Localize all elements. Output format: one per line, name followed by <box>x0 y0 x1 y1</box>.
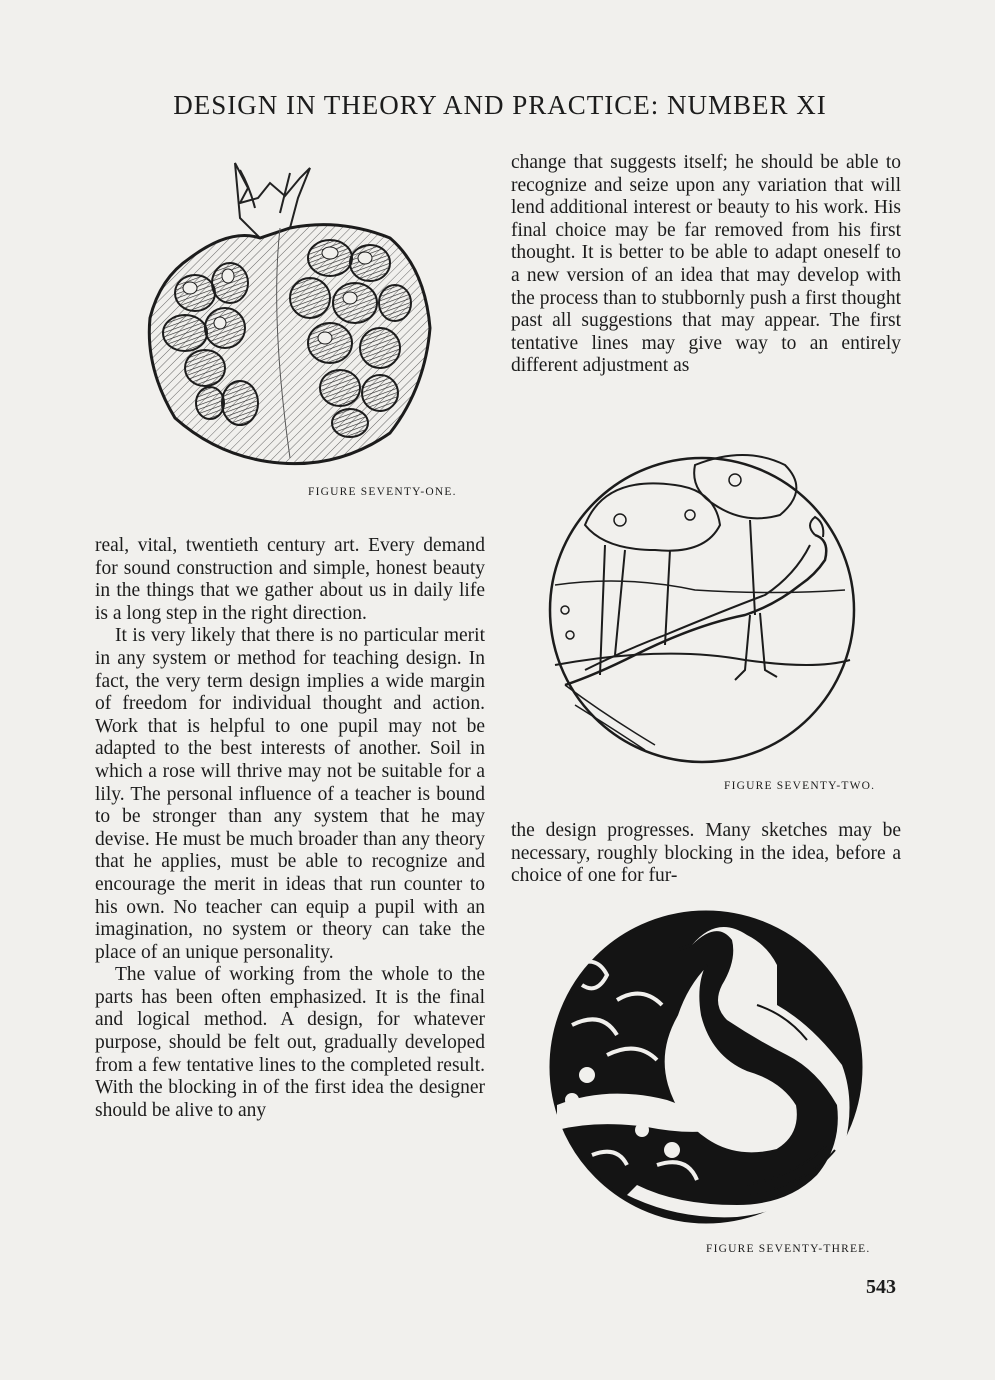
paragraph: The value of working from the whole to the parts has been often emphasized. It is the final and logical method. A design, for whatever purpose, should be felt out, gradually developed from a few tentative lines to the completed result. With the blocking in of the first idea the designer should be alive to any <box>95 964 485 1121</box>
peacock-outline-illustration <box>545 445 860 770</box>
peacock-block-illustration <box>547 905 865 1227</box>
paragraph: change that suggests itself; he should be able to recognize and seize upon any variation that will lend additional interest or beauty to his work. His final choice may be far removed from his first thought. It is better to be able to adapt oneself to a new version of an idea that may develop with the process than to stubbornly push a first thought past all suggestions that may appear. The first tentative lines may give way to an entirely different adjustment as <box>511 152 901 377</box>
paragraph: the design progresses. Many sketches may be necessary, roughly blocking in the idea, before a choice of one for fur- <box>511 820 901 887</box>
left-column-text <box>95 535 485 1122</box>
paragraph: real, vital, twentieth century art. Every demand for sound construction and simple, honest beauty in the things that we gather about us in daily life is a long step in the right direction. <box>95 535 485 624</box>
right-column-mid-text <box>511 820 901 888</box>
paragraph: It is very likely that there is no particular merit in any system or method for teaching design. In fact, the very term design implies a wide margin of freedom for individual thought and action. Work that is helpful to one pupil may not be adapted to the best interests of another. Soil in which a rose will thrive may not be suitable for a lily. The personal influence of a teacher is bound to be stronger than any system that he may devise. He must be much broader than any theory that he applies, must be able to recognize and encourage the merit in ideas that run counter to his own. No teacher can equip a pupil with an imagination, no system or theory can take the place of an unique personality. <box>95 625 485 963</box>
page-number: 543 <box>866 1276 896 1298</box>
figure-73-caption: FIGURE SEVENTY-THREE. <box>706 1243 871 1255</box>
figure-72-caption: FIGURE SEVENTY-TWO. <box>724 780 876 792</box>
figure-71-caption: FIGURE SEVENTY-ONE. <box>308 486 457 498</box>
page-title: DESIGN IN THEORY AND PRACTICE: NUMBER XI <box>173 90 827 120</box>
pomegranate-illustration <box>140 158 440 473</box>
right-column-top-text <box>511 152 901 378</box>
